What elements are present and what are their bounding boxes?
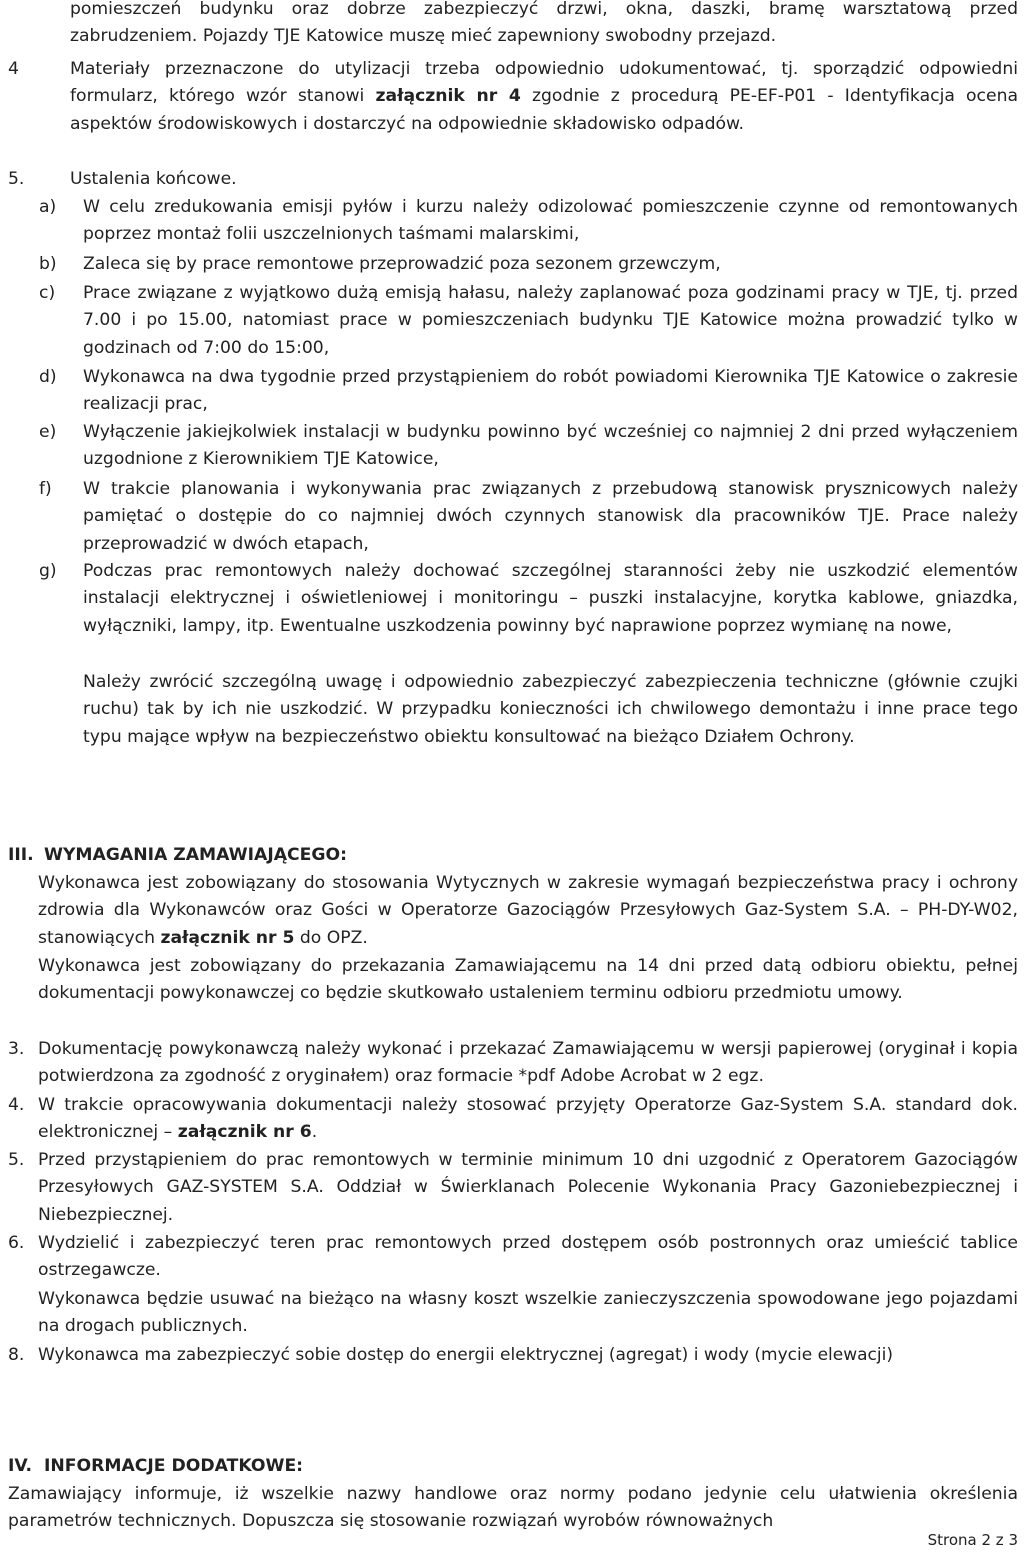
- section-iii-paragraph-1: Wykonawca jest zobowiązany do stosowania Wytycznych w zakresie wymagań bezpieczeństwa pracy i ochrony zdrowia dla Wykonawców oraz Gości w Operatorze Gazociągów Przesyłowych Gaz-System S.A. – PH-DY-W02, stanowiących załącznik nr 5 do OPZ.: [38, 873, 1018, 948]
- item-text: Materiały przeznaczone do utylizacji trzeba odpowiednio udokumentować, tj. sporządzić odpowiedni formularz, którego wzór stanowi załącznik nr 4 zgodnie z procedurą PE-EF-P01 - Identyfikacja ocena aspektów środowiskowych i dostarczyć na odpowiednie składowisko odpadów.: [70, 59, 1018, 134]
- item-text: Przed przystąpieniem do prac remontowych w terminie minimum 10 dni uzgodnić z Operatorem Gazociągów Przesyłowych GAZ-SYSTEM S.A. Oddział w Świerklanach Polecenie Wykonania Pracy Gazoniebezpiecznej i Niebezpiecznej.: [38, 1150, 1018, 1225]
- sub-item-a: [39, 194, 1018, 249]
- item-title: Ustalenia końcowe.: [70, 169, 237, 189]
- section-iii-item-8: [8, 1342, 1024, 1369]
- item-number: 4.: [8, 1095, 25, 1115]
- sub-item-text: Wyłączenie jakiejkolwiek instalacji w budynku powinno być wcześniej co najmniej 2 dni przed wyłączeniem uzgodnione z Kierownikiem TJE Katowice,: [83, 422, 1018, 470]
- sub-item-label: c): [39, 283, 56, 303]
- item-text: Wydzielić i zabezpieczyć teren prac remontowych przed dostępem osób postronnych oraz umieścić tablice ostrzegawcze.: [38, 1233, 1018, 1281]
- sub-item-g: [39, 558, 1018, 640]
- sub-item-text: Wykonawca na dwa tygodnie przed przystąpieniem do robót powiadomi Kierownika TJE Katowice o zakresie realizacji prac,: [83, 367, 1018, 415]
- section-iii-item-3: [8, 1036, 1018, 1091]
- item-number: 8.: [8, 1345, 25, 1365]
- section-heading-iii: [8, 842, 1018, 869]
- sub-item-g-continuation: Należy zwrócić szczególną uwagę i odpowiednio zabezpieczyć zabezpieczenia techniczne (głównie czujki ruchu) tak by ich nie uszkodzić. W przypadku konieczności ich chwilowego demontażu i inne prace tego typu mające wpływ na bezpieczeństwo obiektu konsultować na bieżąco Działem Ochrony.: [83, 672, 1018, 747]
- attachment-ref: załącznik nr 5: [160, 927, 295, 948]
- section-iv-paragraph-1: Zamawiający informuje, iż wszelkie nazwy handlowe oraz normy podano jedynie celu ułatwienia określenia parametrów technicznych. Dopuszcza się stosowanie rozwiązań wyrobów równoważnych: [8, 1484, 1018, 1532]
- item-number: 4: [8, 59, 19, 79]
- section-title: INFORMACJE DODATKOWE:: [43, 1456, 304, 1476]
- sub-item-label: b): [39, 254, 57, 274]
- sub-item-b: [39, 251, 1018, 278]
- list-item-4: [8, 56, 1018, 138]
- sub-item-label: g): [39, 561, 57, 581]
- sub-item-text: W celu zredukowania emisji pyłów i kurzu należy odizolować pomieszczenie czynne od remontowanych poprzez montaż folii uszczelnionych taśmami malarskimi,: [83, 197, 1018, 245]
- sub-item-f: [39, 476, 1018, 558]
- section-heading-iv: [8, 1453, 1018, 1480]
- sub-item-d: [39, 364, 1018, 419]
- attachment-ref: załącznik nr 6: [177, 1122, 312, 1143]
- list-item-5: [8, 166, 1018, 193]
- item-number: 3.: [8, 1039, 25, 1059]
- sub-item-label: e): [39, 422, 57, 442]
- section-iii-paragraph-3: Wykonawca będzie usuwać na bieżąco na własny koszt wszelkie zanieczyszczenia spowodowane jego pojazdami na drogach publicznych.: [38, 1289, 1018, 1337]
- sub-item-label: f): [39, 479, 52, 499]
- section-iii-paragraph-2: Wykonawca jest zobowiązany do przekazania Zamawiającemu na 14 dni przed datą odbioru obiektu, pełnej dokumentacji powykonawczej co będzie skutkowało ustaleniem terminu odbioru przedmiotu umowy.: [38, 956, 1018, 1004]
- page-number: Strona 2 z 3: [927, 1531, 1018, 1549]
- sub-item-e: [39, 419, 1018, 474]
- sub-item-c: [39, 280, 1018, 362]
- item-text: Wykonawca ma zabezpieczyć sobie dostęp do energii elektrycznej (agregat) i wody (mycie elewacji): [38, 1345, 893, 1365]
- section-number: IV.: [8, 1456, 33, 1476]
- section-title: WYMAGANIA ZAMAWIAJĄCEGO:: [43, 845, 347, 865]
- sub-item-text: Prace związane z wyjątkowo dużą emisją hałasu, należy zaplanować poza godzinami pracy w TJE, tj. przed 7.00 i po 15.00, natomiast prace w pomieszczeniach budynku TJE Katowice można prowadzić tylko w godzinach od 7:00 do 15:00,: [83, 283, 1018, 358]
- sub-item-text: W trakcie planowania i wykonywania prac związanych z przebudową stanowisk prysznicowych należy pamiętać o dostępie do co najmniej dwóch czynnych stanowisk dla pracowników TJE. Prace należy przeprowadzić w dwóch etapach,: [83, 479, 1018, 554]
- item-number: 6.: [8, 1233, 25, 1253]
- sub-item-text: Zaleca się by prace remontowe przeprowadzić poza sezonem grzewczym,: [83, 254, 721, 274]
- sub-item-text: Podczas prac remontowych należy dochować szczególnej staranności żeby nie uszkodzić elementów instalacji elektrycznej i oświetleniowej i monitoringu – puszki instalacyjne, korytka kablowe, gniazdka, wyłączniki, lampy, itp. Ewentualne uszkodzenia powinny być naprawione poprzez wymianę na nowe,: [83, 561, 1018, 636]
- attachment-ref: załącznik nr 4: [375, 86, 521, 107]
- item-text: Dokumentację powykonawczą należy wykonać i przekazać Zamawiającemu w wersji papierowej (oryginał i kopia potwierdzona za zgodność z oryginałem) oraz formacie *pdf Adobe Acrobat w 2 egz.: [38, 1039, 1018, 1087]
- item-number: 5.: [8, 169, 25, 189]
- section-number: III.: [8, 845, 34, 865]
- section-iii-item-5: [8, 1147, 1018, 1229]
- section-iii-item-6: [8, 1230, 1018, 1285]
- intro-paragraph: pomieszczeń budynku oraz dobrze zabezpieczyć drzwi, okna, daszki, bramę warsztatową przed zabrudzeniem. Pojazdy TJE Katowice muszę mieć zapewniony swobodny przejazd.: [70, 0, 1018, 47]
- section-iii-item-4: [8, 1092, 1018, 1147]
- sub-item-label: d): [39, 367, 57, 387]
- item-text: W trakcie opracowywania dokumentacji należy stosować przyjęty Operatorze Gaz-System S.A. standard dok. elektronicznej – załącznik nr 6.: [38, 1095, 1018, 1143]
- sub-item-label: a): [39, 197, 57, 217]
- item-number: 5.: [8, 1150, 25, 1170]
